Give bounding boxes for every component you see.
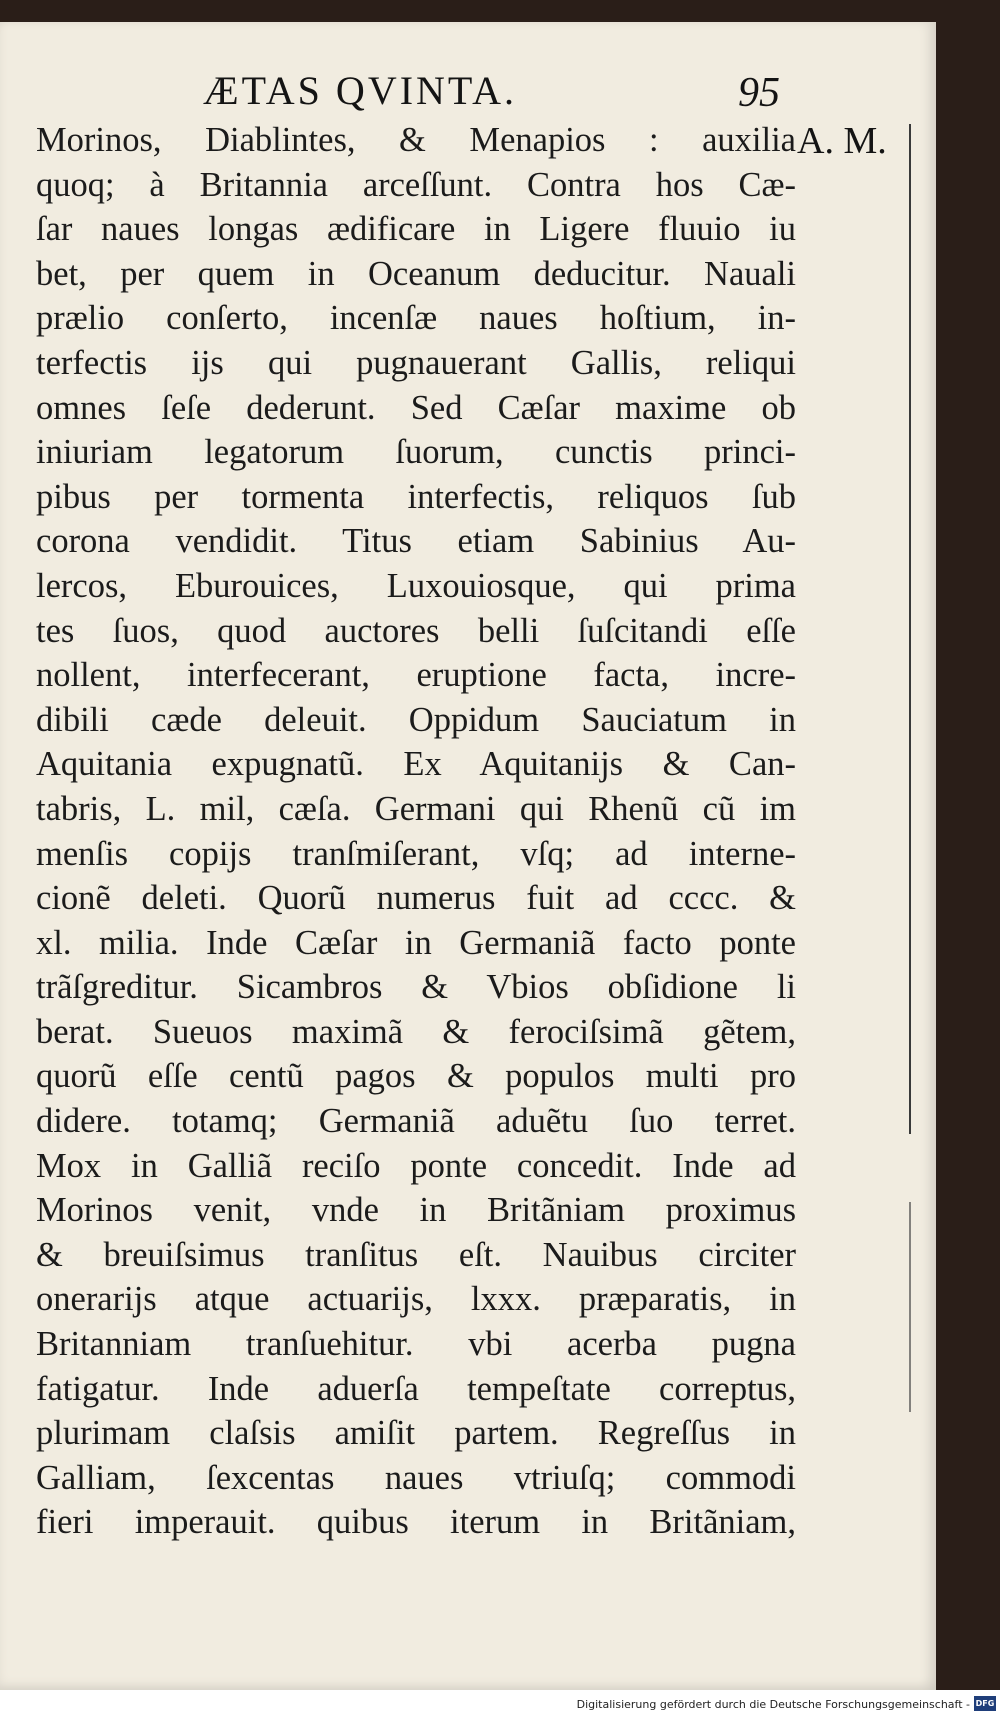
- text-line: dibili cæde deleuit. Oppidum Sauciatum in: [36, 700, 796, 739]
- text-line: corona vendidit. Titus etiam Sabinius Au-: [36, 522, 796, 561]
- text-line: fatigatur. Inde aduerſa tempeſtate correptus,: [36, 1369, 796, 1408]
- text-line: Morinos venit, vnde in Britãniam proximus: [36, 1191, 796, 1230]
- margin-note: A. M.: [797, 120, 887, 162]
- text-line: nollent, interfecerant, eruptione facta, incre-: [36, 656, 796, 695]
- page-number: 95: [738, 70, 780, 116]
- running-head: ÆTAS QVINTA.: [203, 68, 518, 113]
- dfg-logo: DFG: [974, 1696, 996, 1711]
- text-line: iniuriam legatorum ſuorum, cunctis princi-: [36, 433, 796, 472]
- body-text: [36, 118, 796, 1545]
- text-line: tabris, L. mil, cæſa. Germani qui Rhenũ cũ im: [36, 789, 796, 828]
- text-line: Aquitania expugnatũ. Ex Aquitanijs & Can-: [36, 745, 796, 784]
- text-line: Mox in Galliã reciſo ponte concedit. Inde ad: [36, 1146, 796, 1185]
- text-line: & breuiſsimus tranſitus eſt. Nauibus circiter: [36, 1235, 796, 1274]
- margin-rule: [909, 124, 911, 1134]
- text-line: plurimam claſsis amiſit partem. Regreſſus in: [36, 1414, 796, 1453]
- text-line: quorũ eſſe centũ pagos & populos multi pro: [36, 1057, 796, 1096]
- text-line: Galliam, ſexcentas naues vtriuſq; commodi: [36, 1458, 796, 1497]
- margin-rule: [909, 1202, 911, 1412]
- funding-credit: Digitalisierung gefördert durch die Deutsche Forschungsgemeinschaft -: [576, 1698, 970, 1711]
- text-line: bet, per quem in Oceanum deducitur. Nauali: [36, 254, 796, 293]
- text-line: prælio conſerto, incenſæ naues hoſtium, in-: [36, 299, 796, 338]
- book-page: [0, 22, 936, 1690]
- text-line: lercos, Eburouices, Luxouiosque, qui prima: [36, 566, 796, 605]
- text-line: fieri imperauit. quibus iterum in Britãniam,: [36, 1503, 796, 1542]
- text-line: menſis copijs tranſmiſerant, vſq; ad interne-: [36, 834, 796, 873]
- text-line: onerarijs atque actuarijs, lxxx. præparatis, in: [36, 1280, 796, 1319]
- text-line: tes ſuos, quod auctores belli ſuſcitandi eſſe: [36, 611, 796, 650]
- text-line: quoq; à Britannia arceſſunt. Contra hos Cæ-: [36, 165, 796, 204]
- text-line: ſar naues longas ædificare in Ligere fluuio iu: [36, 210, 796, 249]
- text-line: pibus per tormenta interfectis, reliquos ſub: [36, 477, 796, 516]
- text-line: trãſgreditur. Sicambros & Vbios obſidione li: [36, 968, 796, 1007]
- text-line: Morinos, Diablintes, & Menapios : auxilia: [36, 121, 796, 159]
- text-line: terfectis ijs qui pugnauerant Gallis, reliqui: [36, 343, 796, 382]
- text-line: omnes ſeſe dederunt. Sed Cæſar maxime ob: [36, 388, 796, 427]
- text-line: didere. totamq; Germaniã aduẽtu ſuo terret.: [36, 1102, 796, 1141]
- text-line: berat. Sueuos maximã & ferociſsimã gẽtem,: [36, 1012, 796, 1051]
- digitization-footer: [0, 1690, 1000, 1720]
- text-line: xl. milia. Inde Cæſar in Germaniã facto ponte: [36, 923, 796, 962]
- text-line: Britanniam tranſuehitur. vbi acerba pugna: [36, 1325, 796, 1364]
- text-line: cionẽ deleti. Quorũ numerus fuit ad cccc. &: [36, 879, 796, 918]
